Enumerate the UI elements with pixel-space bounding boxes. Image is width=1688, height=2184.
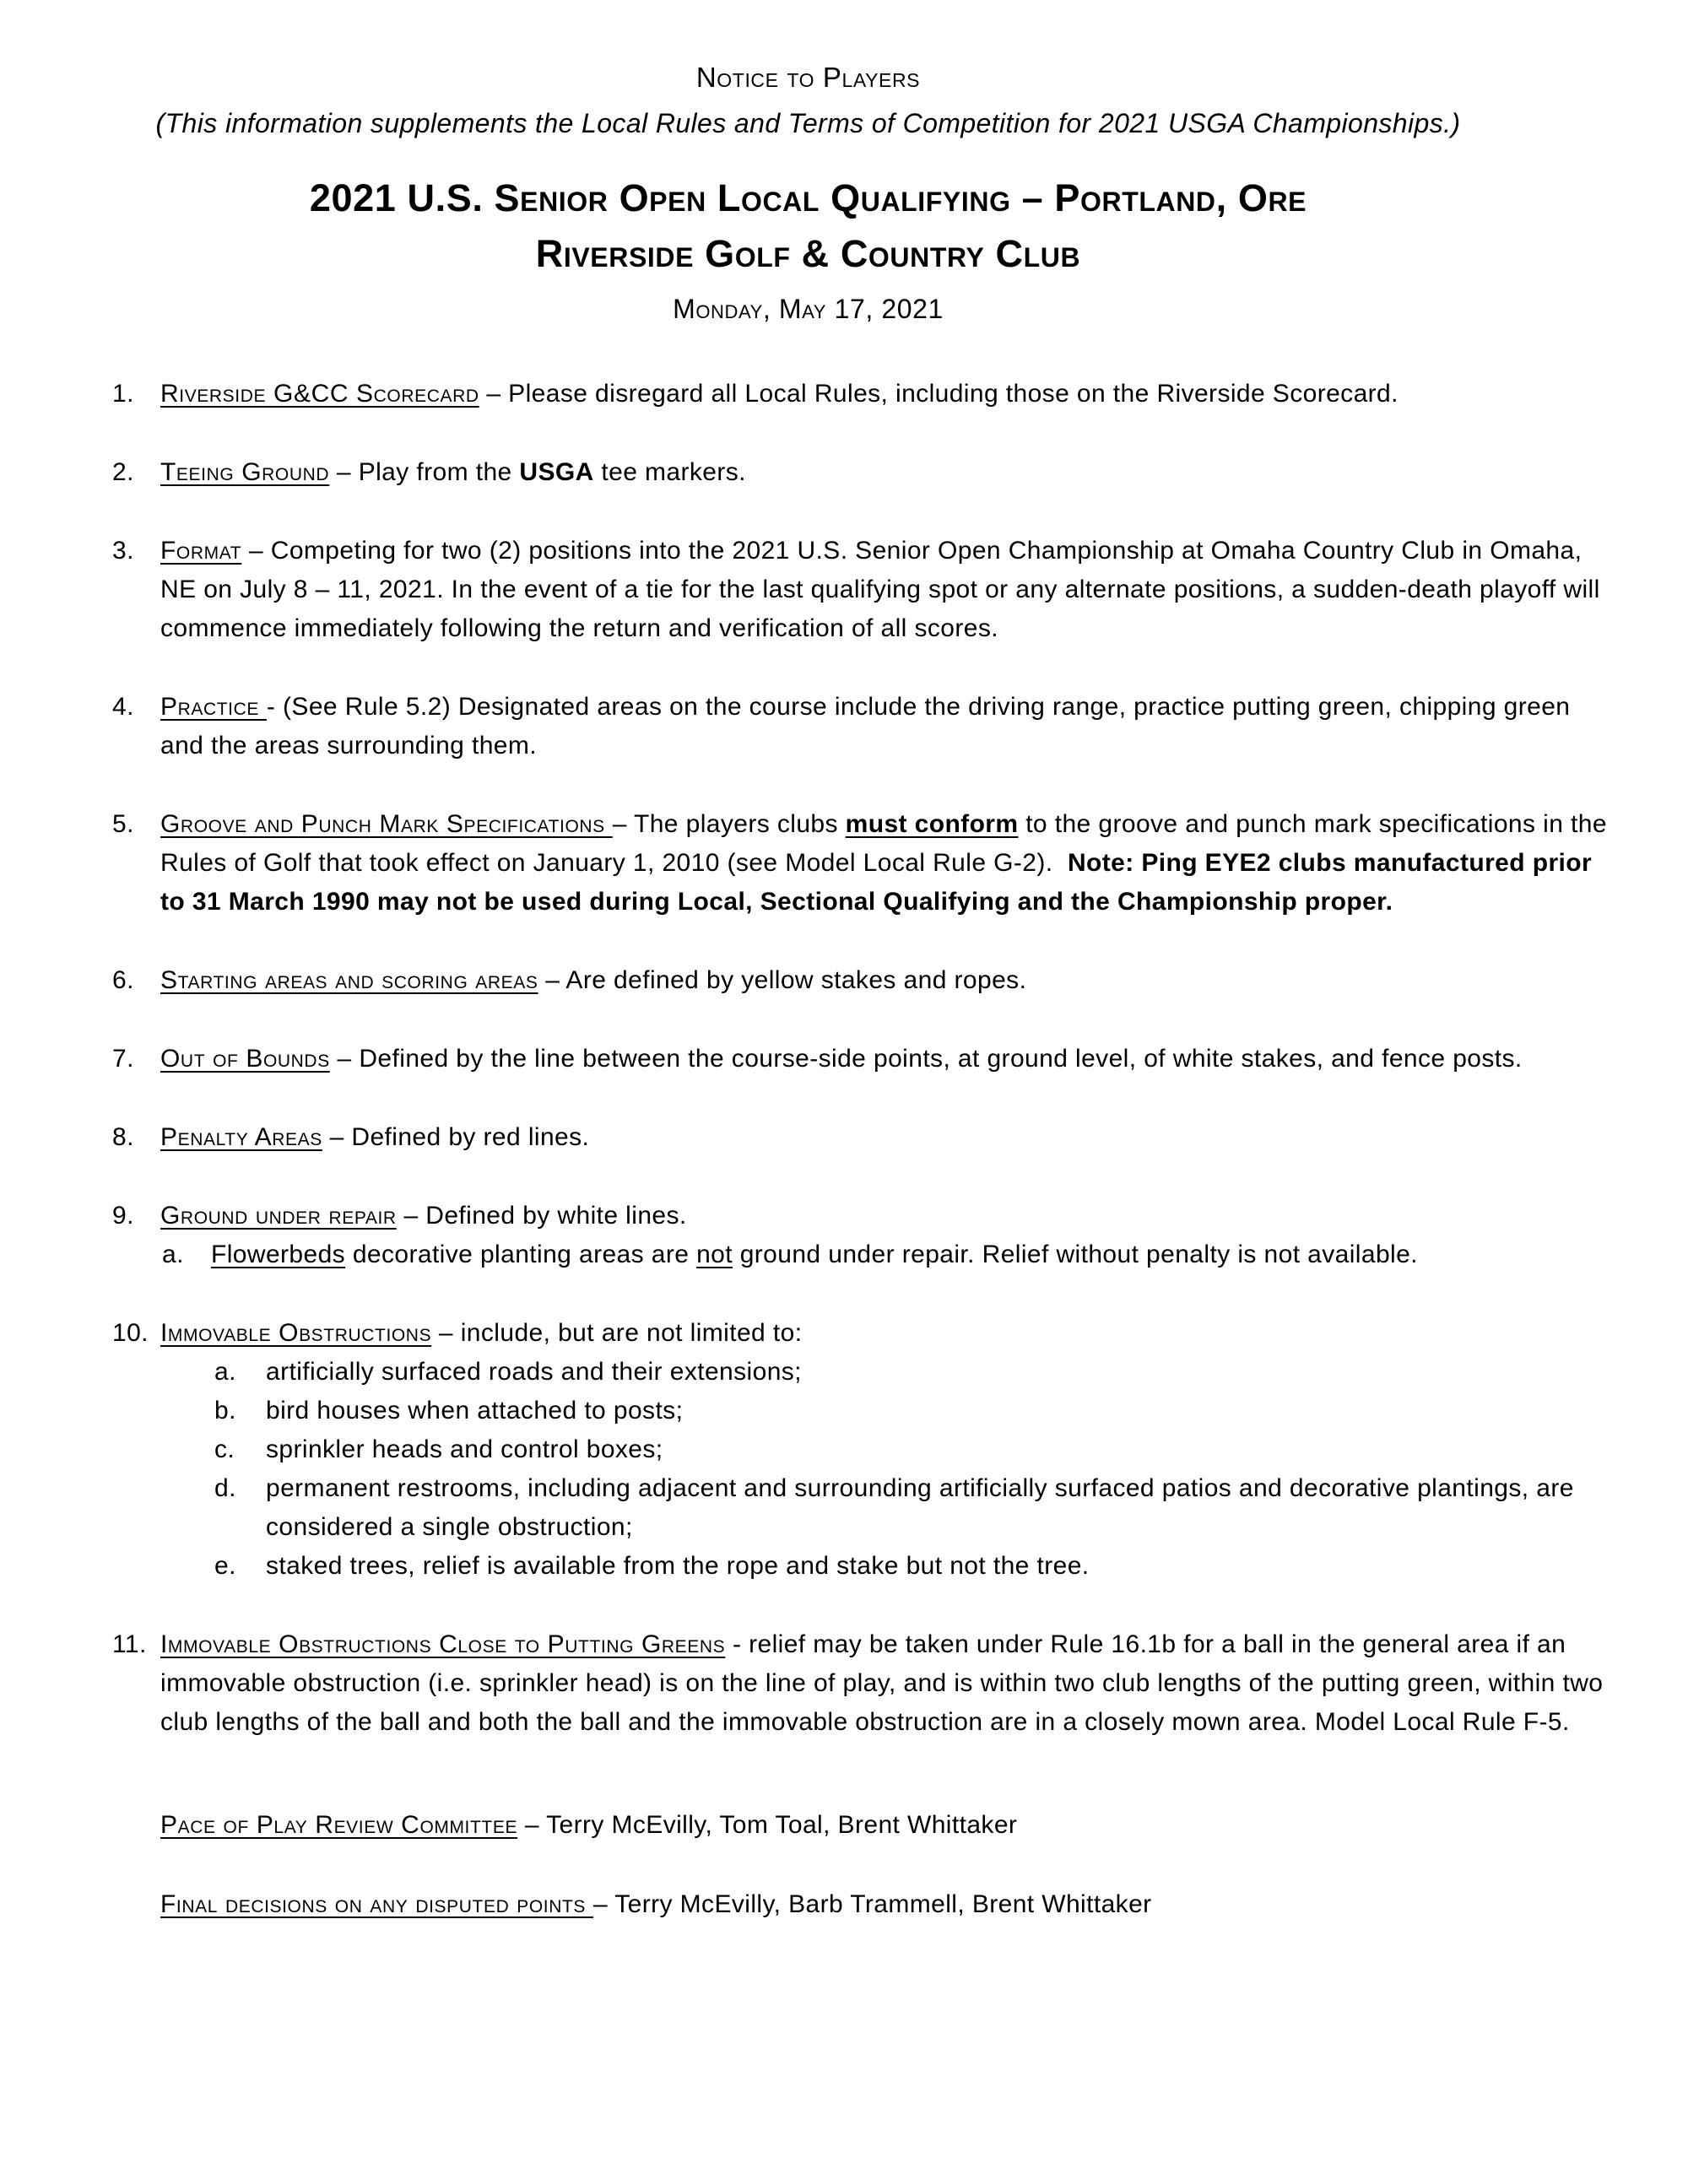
text-run: - (See Rule 5.2) Designated areas on the course include the driving range, practice putting green, chipping green and the areas surrounding them. — [160, 693, 1571, 760]
text-run: – Play from the — [329, 458, 520, 486]
rule-item — [0, 805, 1616, 922]
sub-rule-item — [160, 1392, 1616, 1430]
rule-number: 5. — [112, 810, 134, 838]
rule-number: 8. — [112, 1123, 134, 1151]
rule-item — [0, 1625, 1616, 1742]
rule-heading: Final decisions on any disputed points — [160, 1890, 593, 1918]
text-run: – The players clubs — [612, 810, 846, 838]
rule-heading: Penalty Areas — [160, 1123, 322, 1151]
text-run: not — [696, 1241, 733, 1268]
text-run: artificially surfaced roads and their extensions; — [266, 1358, 802, 1386]
sub-rule-item — [160, 1235, 1616, 1274]
text-run: – Are defined by yellow stakes and ropes. — [538, 966, 1027, 994]
rule-item — [0, 532, 1616, 648]
text-run: – Defined by white lines. — [396, 1202, 687, 1230]
text-run: – Terry McEvilly, Tom Toal, Brent Whittaker — [517, 1811, 1018, 1839]
sub-rule-item — [160, 1469, 1616, 1547]
rule-heading: Format — [160, 537, 242, 565]
rule-item — [0, 1314, 1616, 1586]
rule-heading: Groove and Punch Mark Specifications — [160, 810, 613, 838]
text-run: – Please disregard all Local Rules, including those on the Riverside Scorecard. — [479, 380, 1399, 408]
committee-line — [160, 1885, 1616, 1924]
sub-rule-list — [160, 1353, 1616, 1586]
text-run: – Defined by red lines. — [322, 1123, 590, 1151]
sub-rule-item — [160, 1547, 1616, 1586]
rule-heading: Practice — [160, 693, 267, 721]
text-run: tee markers. — [593, 458, 746, 486]
rule-number: 6. — [112, 966, 134, 994]
text-run: staked trees, relief is available from the rope and stake but not the tree. — [266, 1552, 1090, 1580]
rule-number: 3. — [112, 537, 134, 565]
rule-item — [0, 1197, 1616, 1274]
text-run: bird houses when attached to posts; — [266, 1397, 684, 1424]
rule-heading: Out of Bounds — [160, 1045, 330, 1073]
text-run: must conform — [845, 810, 1019, 838]
text-run: – Defined by the line between the course-side points, at ground level, of white stakes, and fence posts. — [329, 1045, 1523, 1073]
rule-item — [0, 1040, 1616, 1078]
rule-heading: Immovable Obstructions — [160, 1319, 432, 1347]
rule-number: 4. — [112, 693, 134, 721]
sub-rule-item — [160, 1353, 1616, 1392]
text-run: ground under repair. Relief without penalty is not available. — [732, 1241, 1418, 1268]
sub-rule-letter: b. — [214, 1397, 236, 1424]
page-content — [0, 61, 1688, 1924]
rule-number: 1. — [112, 380, 134, 408]
text-run: Flowerbeds — [211, 1241, 346, 1268]
rule-number: 10. — [112, 1319, 149, 1347]
rule-heading: Pace of Play Review Committee — [160, 1811, 518, 1839]
rule-number: 9. — [112, 1202, 134, 1230]
text-run: Note: Ping EYE2 clubs manufactured prior to 31 March 1990 may not be used during Local, Sectional Qualifying and the Championship proper. — [160, 849, 1593, 916]
rule-item — [0, 1118, 1616, 1157]
text-run: – include, but are not limited to: — [431, 1319, 803, 1347]
rule-heading: Riverside G&CC Scorecard — [160, 380, 479, 408]
text-run: – Competing for two (2) positions into the 2021 U.S. Senior Open Championship at Omaha Country Club in Omaha, NE on July 8 – 11, 2021. In the event of a tie for the last qualifying spot or any alternate positions, a sudden-death playoff will commence immediately following the return and verification of all scores. — [160, 537, 1600, 642]
sub-rule-letter: a. — [162, 1241, 184, 1268]
rule-item — [0, 688, 1616, 765]
committee-lines — [0, 1806, 1616, 1924]
rule-item — [0, 375, 1616, 414]
rule-item — [0, 453, 1616, 492]
text-run: USGA — [519, 458, 594, 486]
rule-number: 7. — [112, 1045, 134, 1073]
rule-number: 11. — [112, 1630, 147, 1658]
sub-rule-letter: e. — [214, 1552, 236, 1580]
rule-heading: Immovable Obstructions Close to Putting Greens — [160, 1630, 726, 1658]
rule-item — [0, 961, 1616, 1000]
text-run: to the groove and punch mark specifications in the Rules of Golf that took effect on January 1, 2010 (see Model Local Rule G-2). — [160, 810, 1607, 877]
document-header — [0, 61, 1616, 326]
text-run: - relief may be taken under Rule 16.1b for a ball in the general area if an immovable obstruction (i.e. sprinkler head) is on the line of play, and is within two club lengths of the putting green, within two club lengths of the ball and both the ball and the immovable obstruction are in a closely mown area. Model Local Rule F-5. — [160, 1630, 1604, 1736]
notice-title: Notice to Players — [695, 62, 921, 93]
text-run: permanent restrooms, including adjacent and surrounding artificially surfaced patios and decorative plantings, are considered a single obstruction; — [266, 1474, 1574, 1541]
event-title-line1: 2021 U.S. Senior Open Local Qualifying – Portland, Ore — [309, 176, 1307, 219]
text-run: decorative planting areas are — [345, 1241, 697, 1268]
text-run: sprinkler heads and control boxes; — [266, 1435, 663, 1463]
sub-rule-list — [160, 1235, 1616, 1274]
text-run: – Terry McEvilly, Barb Trammell, Brent Whittaker — [592, 1890, 1152, 1918]
rule-heading: Ground under repair — [160, 1202, 397, 1230]
sub-rule-letter: d. — [214, 1474, 236, 1502]
sub-rule-letter: c. — [214, 1435, 235, 1463]
rule-heading: Starting areas and scoring areas — [160, 966, 538, 994]
rule-number: 2. — [112, 458, 134, 486]
sub-rule-letter: a. — [214, 1358, 236, 1386]
event-date: Monday, May 17, 2021 — [673, 294, 944, 324]
supplement-note: (This information supplements the Local Rules and Terms of Competition for 2021 USGA Championships.) — [155, 108, 1461, 138]
rule-heading: Teeing Ground — [160, 458, 330, 486]
event-title-line2: Riverside Golf & Country Club — [535, 232, 1081, 275]
committee-line — [160, 1806, 1616, 1845]
rules-list — [0, 375, 1616, 1742]
sub-rule-item — [160, 1430, 1616, 1469]
